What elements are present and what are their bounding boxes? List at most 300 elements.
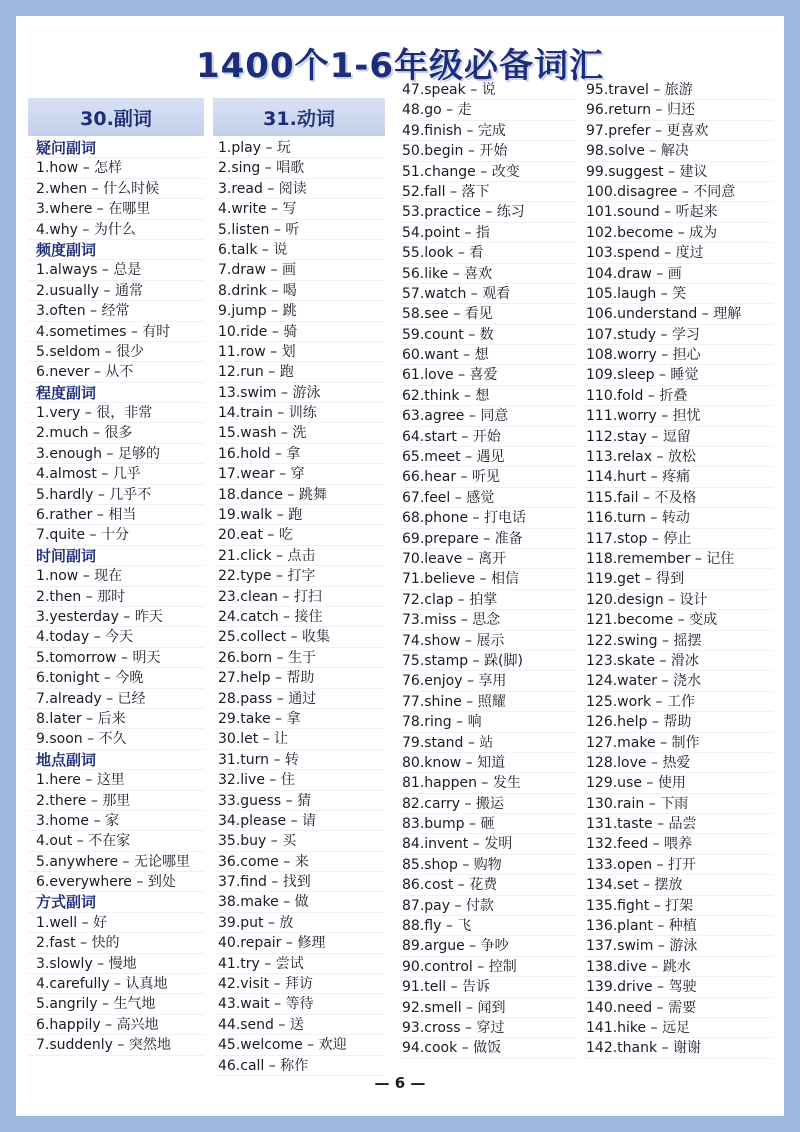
chinese-meaning: 生气地 <box>113 996 156 1013</box>
chinese-meaning: 担心 <box>672 347 701 364</box>
english-word: 32.live <box>218 772 265 789</box>
vocab-entry <box>399 794 577 814</box>
chinese-meaning: 热爱 <box>662 754 691 771</box>
chinese-meaning: 滑冰 <box>670 652 699 669</box>
dash-separator: – <box>647 530 664 547</box>
english-word: 9.soon <box>36 731 83 748</box>
dash-separator: – <box>81 710 98 727</box>
english-word: 66.hear <box>402 469 457 486</box>
vocab-entry <box>28 525 204 545</box>
english-word: 95.travel <box>586 82 649 98</box>
english-word: 80.know <box>402 754 462 771</box>
vocab-entry <box>399 569 577 589</box>
chinese-meaning: 好 <box>93 914 108 931</box>
chinese-meaning: 游泳 <box>292 384 321 401</box>
english-word: 106.understand <box>586 306 698 323</box>
vocab-entry <box>28 403 204 423</box>
dash-separator: – <box>272 649 289 666</box>
vocab-entry <box>399 243 577 263</box>
chinese-meaning: 担忧 <box>672 408 701 425</box>
chinese-meaning: 相信 <box>490 571 519 588</box>
dash-separator: – <box>266 833 283 850</box>
chinese-meaning: 同意 <box>480 408 509 425</box>
dash-separator: – <box>463 734 480 751</box>
dash-separator: – <box>646 754 663 771</box>
vocab-entry <box>28 811 204 831</box>
dash-separator: – <box>99 282 115 299</box>
dash-separator: – <box>99 670 116 687</box>
english-word: 44.send <box>218 1016 274 1033</box>
vocab-entry <box>28 994 204 1014</box>
english-word: 31.turn <box>218 751 270 768</box>
dash-separator: – <box>468 836 485 853</box>
dash-separator: – <box>448 306 465 323</box>
vocab-entry <box>213 138 385 158</box>
vocab-entry <box>583 386 773 406</box>
chinese-meaning: 今天 <box>105 629 134 646</box>
english-word: 84.invent <box>402 836 469 853</box>
vocab-entry <box>28 933 204 953</box>
vocab-entry <box>28 648 204 668</box>
dash-separator: – <box>89 629 106 646</box>
vocab-entry <box>399 855 577 875</box>
english-word: 24.catch <box>218 608 279 625</box>
chinese-meaning: 喜爱 <box>469 367 498 384</box>
category-heading: 疑问副词 <box>28 138 204 158</box>
vocab-entry <box>583 631 773 651</box>
vocab-entry <box>583 834 773 854</box>
vocab-entry <box>213 627 385 647</box>
vocab-entry <box>28 770 204 790</box>
chinese-meaning: 折叠 <box>659 387 688 404</box>
chinese-meaning: 开始 <box>472 428 501 445</box>
english-word: 1.well <box>36 914 78 931</box>
vocab-entry <box>583 773 773 793</box>
vocab-entry <box>28 587 204 607</box>
vocab-entry <box>213 444 385 464</box>
english-word: 81.happen <box>402 775 477 792</box>
dash-separator: – <box>263 914 280 931</box>
vocab-entry <box>213 729 385 749</box>
english-word: 123.skate <box>586 652 656 669</box>
vocab-entry <box>28 689 204 709</box>
chinese-meaning: 后来 <box>97 710 126 727</box>
english-word: 4.carefully <box>36 976 110 993</box>
vocab-entry <box>399 427 577 447</box>
english-word: 1.now <box>36 568 79 585</box>
english-word: 6.rather <box>36 507 93 524</box>
vocab-entry <box>399 957 577 977</box>
chinese-meaning: 改变 <box>491 163 520 180</box>
english-word: 138.dive <box>586 958 647 975</box>
english-word: 8.later <box>36 710 82 727</box>
english-word: 46.call <box>218 1057 265 1074</box>
english-word: 52.fall <box>402 183 446 200</box>
page-title: 1400个1-6年级必备词汇 <box>195 46 605 86</box>
dash-separator: – <box>266 262 282 279</box>
chinese-meaning: 穿 <box>290 466 305 483</box>
chinese-meaning: 喜欢 <box>464 265 493 282</box>
chinese-meaning: 很多 <box>104 425 133 442</box>
english-word: 75.stamp <box>402 652 469 669</box>
chinese-meaning: 睡觉 <box>670 367 699 384</box>
vocab-entry <box>583 916 773 936</box>
vocab-entry <box>399 977 577 997</box>
dash-separator: – <box>646 1019 663 1036</box>
chinese-meaning: 拿 <box>286 445 301 462</box>
vocab-entry <box>583 488 773 508</box>
chinese-meaning: 照耀 <box>477 693 506 710</box>
english-word: 35.buy <box>218 833 267 850</box>
dash-separator: – <box>101 690 118 707</box>
dash-separator: – <box>659 245 676 262</box>
vocab-entry <box>213 587 385 607</box>
chinese-meaning: 穿过 <box>476 1019 505 1036</box>
vocab-entry <box>213 994 385 1014</box>
chinese-meaning: 有时 <box>142 323 171 340</box>
vocab-entry <box>213 179 385 199</box>
english-word: 63.agree <box>402 408 465 425</box>
vocab-entry <box>399 692 577 712</box>
vocab-entry <box>28 199 204 219</box>
english-word: 3.slowly <box>36 955 93 972</box>
section-header-verbs: 31.动词 <box>213 98 385 136</box>
dash-separator: – <box>643 387 660 404</box>
dash-separator: – <box>652 979 669 996</box>
vocab-entry <box>399 325 577 345</box>
english-word: 4.write <box>218 201 267 218</box>
chinese-meaning: 在哪里 <box>108 201 151 218</box>
chinese-meaning: 通常 <box>114 282 143 299</box>
english-word: 82.carry <box>402 795 461 812</box>
dash-separator: – <box>272 405 289 422</box>
english-word: 107.study <box>586 326 656 343</box>
dash-separator: – <box>657 1040 673 1057</box>
dash-separator: – <box>456 612 473 629</box>
english-word: 7.draw <box>218 262 267 279</box>
vocab-entry <box>213 281 385 301</box>
chinese-meaning: 跳舞 <box>298 486 327 503</box>
vocab-entry <box>28 179 204 199</box>
dash-separator: – <box>302 1037 319 1054</box>
chinese-meaning: 需要 <box>668 999 697 1016</box>
vocab-entry <box>213 1015 385 1035</box>
chinese-meaning: 完成 <box>477 122 506 139</box>
dash-separator: – <box>266 303 283 320</box>
chinese-meaning: 变成 <box>689 612 718 629</box>
category-heading: 频度副词 <box>28 240 204 260</box>
english-word: 1.play <box>218 140 261 156</box>
dash-separator: – <box>646 469 663 486</box>
category-heading: 地点副词 <box>28 750 204 770</box>
english-word: 29.take <box>218 710 271 727</box>
vocab-entry <box>28 505 204 525</box>
dash-separator: – <box>466 285 483 302</box>
english-word: 5.tomorrow <box>36 649 117 666</box>
vocab-entry <box>213 260 385 280</box>
dash-separator: – <box>461 693 478 710</box>
dash-separator: – <box>445 183 462 200</box>
chinese-meaning: 喝 <box>282 282 297 299</box>
dash-separator: – <box>653 938 670 955</box>
vocab-entry <box>28 342 204 362</box>
english-word: 130.rain <box>586 795 645 812</box>
english-word: 6.tonight <box>36 670 100 687</box>
chinese-meaning: 准备 <box>494 530 523 547</box>
vocab-entry <box>399 162 577 182</box>
chinese-meaning: 阅读 <box>278 180 307 197</box>
chinese-meaning: 突然地 <box>128 1037 171 1054</box>
vocab-entry <box>399 549 577 569</box>
dash-separator: – <box>657 673 673 690</box>
chinese-meaning: 训练 <box>288 405 317 422</box>
chinese-meaning: 找到 <box>282 874 311 891</box>
english-word: 2.there <box>36 792 87 809</box>
english-word: 7.quite <box>36 527 86 544</box>
chinese-meaning: 成为 <box>689 224 718 241</box>
chinese-meaning: 不久 <box>98 731 127 748</box>
vocab-entry <box>213 362 385 382</box>
vocab-entry <box>583 223 773 243</box>
dash-separator: – <box>460 795 476 812</box>
english-word: 140.need <box>586 999 653 1016</box>
english-word: 16.hold <box>218 445 271 462</box>
vocab-entry <box>28 1035 204 1055</box>
chinese-meaning: 拍掌 <box>469 591 498 608</box>
dash-separator: – <box>453 591 470 608</box>
vocab-entry <box>28 791 204 811</box>
english-word: 71.believe <box>402 571 476 588</box>
english-word: 2.much <box>36 425 89 442</box>
dash-separator: – <box>92 507 109 524</box>
chinese-meaning: 做饭 <box>473 1040 502 1057</box>
vocab-entry <box>399 345 577 365</box>
dash-separator: – <box>266 201 283 218</box>
dash-separator: – <box>96 466 113 483</box>
english-word: 2.sing <box>218 160 261 177</box>
chinese-meaning: 转动 <box>661 510 690 527</box>
english-word: 25.collect <box>218 629 287 646</box>
chinese-meaning: 跳水 <box>662 958 691 975</box>
dash-separator: – <box>100 1016 117 1033</box>
dash-separator: – <box>457 856 474 873</box>
english-word: 100.disagree <box>586 183 678 200</box>
chinese-meaning: 昨天 <box>134 608 163 625</box>
dash-separator: – <box>646 428 663 445</box>
chinese-meaning: 为什么 <box>93 221 136 238</box>
category-heading: 程度副词 <box>28 383 204 403</box>
dash-separator: – <box>657 632 674 649</box>
worksheet-page <box>16 16 784 1116</box>
chinese-meaning: 飞 <box>457 918 472 935</box>
dash-separator: – <box>638 489 655 506</box>
english-word: 59.count <box>402 326 464 343</box>
chinese-meaning: 度过 <box>675 245 704 262</box>
english-word: 11.row <box>218 343 266 360</box>
english-word: 56.like <box>402 265 449 282</box>
dash-separator: – <box>651 265 668 282</box>
english-word: 105.laugh <box>586 285 657 302</box>
chinese-meaning: 无论哪里 <box>134 853 190 870</box>
chinese-meaning: 那里 <box>102 792 131 809</box>
vocab-entry <box>583 957 773 977</box>
vocab-entry <box>583 814 773 834</box>
english-word: 5.listen <box>218 221 270 238</box>
chinese-meaning: 购物 <box>473 856 502 873</box>
dash-separator: – <box>478 530 495 547</box>
dash-separator: – <box>269 996 286 1013</box>
chinese-meaning: 不同意 <box>693 183 736 200</box>
chinese-meaning: 划 <box>281 343 296 360</box>
chinese-meaning: 请 <box>302 812 317 829</box>
dash-separator: – <box>281 792 298 809</box>
english-word: 136.plant <box>586 918 653 935</box>
vocab-entry <box>28 627 204 647</box>
dash-separator: – <box>453 367 470 384</box>
dash-separator: – <box>453 877 470 894</box>
dash-separator: – <box>690 550 707 567</box>
vocab-entry <box>583 304 773 324</box>
vocab-entry <box>583 284 773 304</box>
english-word: 65.meet <box>402 449 461 466</box>
english-word: 48.go <box>402 102 442 119</box>
chinese-meaning: 归还 <box>666 102 695 119</box>
dash-separator: – <box>645 510 662 527</box>
english-word: 3.often <box>36 303 86 320</box>
dash-separator: – <box>259 955 276 972</box>
chinese-meaning: 工作 <box>666 693 695 710</box>
dash-separator: – <box>109 976 126 993</box>
chinese-meaning: 玩 <box>276 140 291 156</box>
vocab-entry <box>583 529 773 549</box>
vocab-entry <box>213 158 385 178</box>
chinese-meaning: 摇摆 <box>673 632 702 649</box>
dash-separator: – <box>459 224 476 241</box>
english-word: 45.welcome <box>218 1037 303 1054</box>
english-word: 67.feel <box>402 489 451 506</box>
chinese-meaning: 疼痛 <box>662 469 691 486</box>
dash-separator: – <box>118 853 134 870</box>
dash-separator: – <box>652 918 669 935</box>
english-word: 19.walk <box>218 507 273 524</box>
chinese-meaning: 足够的 <box>117 445 160 462</box>
english-word: 14.train <box>218 405 273 422</box>
chinese-meaning: 旅游 <box>664 82 693 98</box>
dash-separator: – <box>456 428 473 445</box>
vocab-entry <box>28 872 204 892</box>
english-word: 131.taste <box>586 816 653 833</box>
chinese-meaning: 跺(脚) <box>484 652 523 669</box>
english-word: 118.remember <box>586 550 691 567</box>
chinese-meaning: 听起来 <box>675 204 718 221</box>
column-verbs-3 <box>583 80 773 1059</box>
chinese-meaning: 高兴地 <box>116 1016 159 1033</box>
vocab-entry <box>28 1015 204 1035</box>
vocab-entry <box>399 406 577 426</box>
english-word: 2.fast <box>36 935 76 952</box>
dash-separator: – <box>644 143 661 160</box>
dash-separator: – <box>451 714 468 731</box>
dash-separator: – <box>464 816 481 833</box>
chinese-meaning: 说 <box>481 82 496 98</box>
dash-separator: – <box>464 938 481 955</box>
english-word: 2.when <box>36 180 88 197</box>
vocab-entry <box>583 508 773 528</box>
dash-separator: – <box>697 306 714 323</box>
vocab-entry <box>583 936 773 956</box>
english-word: 36.come <box>218 853 279 870</box>
english-word: 43.wait <box>218 996 270 1013</box>
vocab-entry <box>28 954 204 974</box>
chinese-meaning: 住 <box>280 772 295 789</box>
vocab-entry <box>399 284 577 304</box>
dash-separator: – <box>85 303 102 320</box>
vocab-entry <box>399 529 577 549</box>
vocab-entry <box>28 831 204 851</box>
chinese-meaning: 放 <box>279 914 294 931</box>
vocab-entry <box>583 121 773 141</box>
vocab-entry <box>28 974 204 994</box>
vocab-entry <box>213 1056 385 1076</box>
chinese-meaning: 做 <box>294 894 309 911</box>
dash-separator: – <box>475 571 491 588</box>
english-word: 50.begin <box>402 143 464 160</box>
english-word: 122.swing <box>586 632 658 649</box>
english-word: 87.pay <box>402 897 451 914</box>
chinese-meaning: 学习 <box>671 326 700 343</box>
english-word: 126.help <box>586 714 648 731</box>
chinese-meaning: 笑 <box>672 285 687 302</box>
vocab-entry <box>399 814 577 834</box>
vocab-entry <box>213 403 385 423</box>
chinese-meaning: 今晚 <box>115 670 144 687</box>
dash-separator: – <box>648 836 665 853</box>
vocab-entry <box>399 365 577 385</box>
dash-separator: – <box>263 364 280 381</box>
dash-separator: – <box>88 425 105 442</box>
english-word: 21.click <box>218 547 272 564</box>
chinese-meaning: 帮助 <box>663 714 692 731</box>
vocab-entry <box>213 342 385 362</box>
dash-separator: – <box>441 102 458 119</box>
chinese-meaning: 闻到 <box>477 999 506 1016</box>
dash-separator: – <box>270 670 287 687</box>
vocab-entry <box>399 671 577 691</box>
english-word: 60.want <box>402 347 459 364</box>
dash-separator: – <box>264 1057 281 1074</box>
dash-separator: – <box>446 979 463 996</box>
english-word: 5.anywhere <box>36 853 119 870</box>
vocab-entry <box>213 546 385 566</box>
english-word: 4.out <box>36 833 73 850</box>
vocab-entry <box>213 689 385 709</box>
chinese-meaning: 建议 <box>679 163 708 180</box>
english-word: 62.think <box>402 387 460 404</box>
english-word: 101.sound <box>586 204 660 221</box>
vocab-entry <box>213 240 385 260</box>
english-word: 42.visit <box>218 976 270 993</box>
vocab-entry <box>399 488 577 508</box>
chinese-meaning: 控制 <box>488 958 517 975</box>
vocab-entry <box>399 386 577 406</box>
english-word: 7.already <box>36 690 102 707</box>
dash-separator: – <box>461 754 478 771</box>
dash-separator: – <box>112 1037 129 1054</box>
vocab-entry <box>583 692 773 712</box>
dash-separator: – <box>87 180 104 197</box>
chinese-meaning: 发明 <box>484 836 513 853</box>
dash-separator: – <box>646 958 663 975</box>
